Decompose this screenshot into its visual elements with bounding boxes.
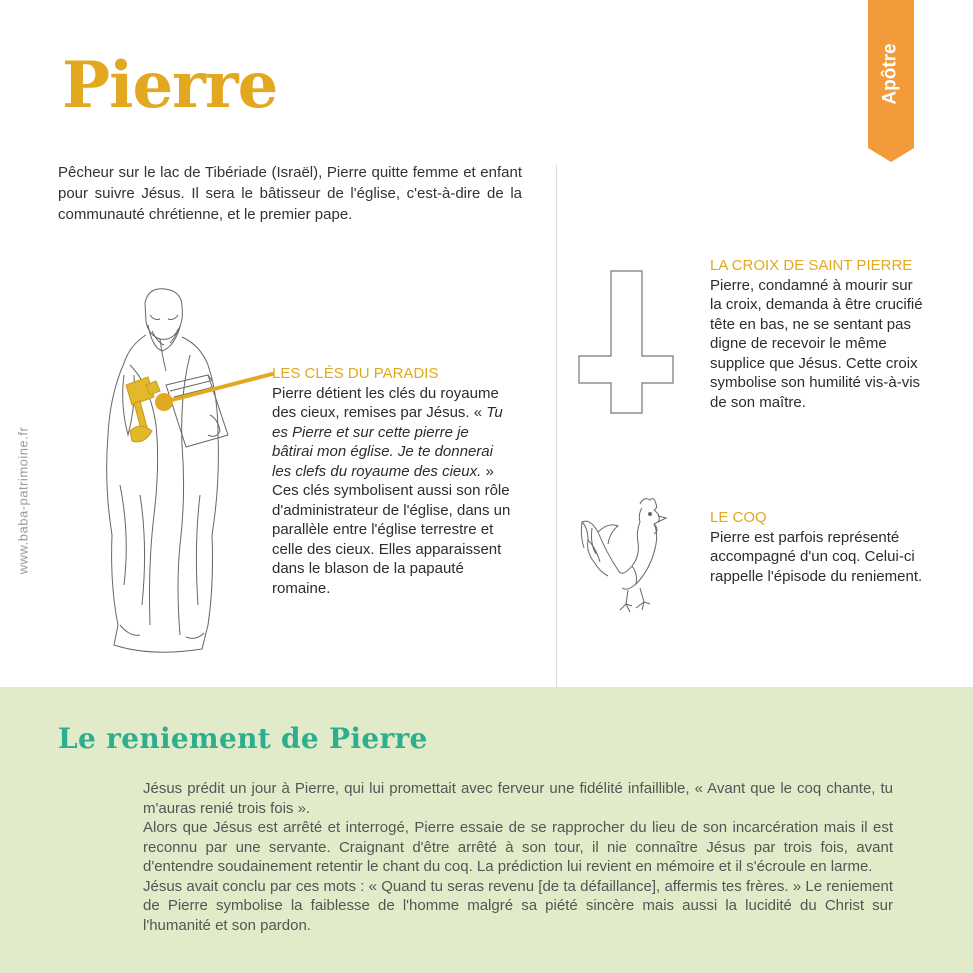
keys-quote: Tu es Pierre et sur cette pierre je bâtirai mon église. Je te donnerai les clefs du royaume des cieux. — [272, 404, 503, 480]
reniement-paragraph-2: Alors que Jésus est arrêté et interrogé, Pierre essaie de se rapprocher du lieu de son incarcération mais il est reconnu par une servante. Craignant d'être arrêté à son tour, il nie connaître Jésus par trois fois, avant d'entendre soudainement retentir le chant du coq. La prédiction lui revient en mémoire et il s'écroule en larme. — [143, 819, 893, 875]
column-divider — [556, 165, 557, 687]
rooster-section — [710, 508, 925, 586]
intro-paragraph: Pêcheur sur le lac de Tibériade (Israël), Pierre quitte femme et enfant pour suivre Jésus. Il sera le bâtisseur de l'église, c'est-à-dire de la communauté chrétienne, et le premier pape. — [58, 164, 522, 223]
keys-text-end: » Ces clés symbolisent aussi son rôle d'administrateur de l'église, dans un parallèle entre l'église terrestre et celle des cieux. Elles apparaissent dans le blason de la papauté romaine. — [272, 462, 511, 597]
cross-text: Pierre, condamné à mourir sur la croix, demanda à être crucifié tête en bas, ne se sentant pas digne de recevoir le même supplice que Jésus. Cette croix symbolise son humilité vis-à-vis de son maître. — [710, 276, 923, 411]
keys-text-intro: Pierre détient les clés du royaume des cieux, remises par Jésus. « — [272, 384, 499, 421]
cross-section — [710, 256, 925, 412]
cross-heading: LA CROIX DE SAINT PIERRE — [710, 257, 913, 274]
reniement-body — [143, 779, 893, 935]
saint-pierre-statue-illustration — [90, 285, 240, 660]
side-url — [8, 426, 38, 574]
inverted-cross-icon — [578, 270, 708, 415]
reniement-paragraph-1: Jésus prédit un jour à Pierre, qui lui promettait avec ferveur une fidélité infaillible, « Avant que le coq chante, tu m'auras renié trois fois ». — [143, 780, 893, 817]
rooster-icon — [578, 492, 673, 617]
reniement-title: Le reniement de Pierre — [58, 722, 428, 755]
reniement-paragraph-3: Jésus avait conclu par ces mots : « Quand tu seras revenu [de ta défaillance], affermis tes frères. » Le reniement de Pierre symbolise la faiblesse de l'homme malgré sa piété sincère mais aussi la lucidité du Christ sur l'humanité et son pardon. — [143, 877, 893, 934]
apotre-tag-label: Apôtre — [880, 43, 902, 105]
keys-heading: LES CLÉS DU PARADIS — [272, 365, 439, 382]
keys-text — [272, 384, 512, 599]
page-title: Pierre — [62, 48, 278, 123]
keys-pointer-line — [150, 360, 280, 420]
keys-section — [272, 364, 512, 598]
rooster-text: Pierre est parfois représenté accompagné d'un coq. Celui-ci rappelle l'épisode du reniement. — [710, 528, 923, 585]
apotre-tag — [869, 0, 913, 148]
rooster-heading: LE COQ — [710, 509, 767, 526]
side-url-text: www.baba-patrimoine.fr — [15, 426, 31, 574]
